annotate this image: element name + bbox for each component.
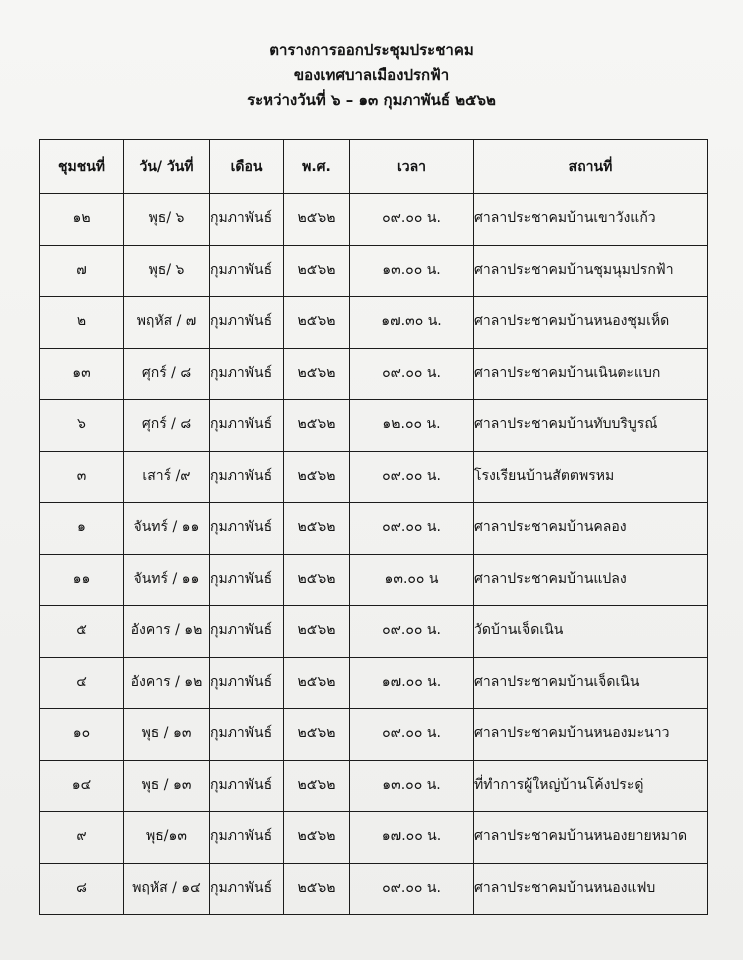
cell-month: กุมภาพันธ์ [210, 812, 284, 864]
cell-place: ศาลาประชาคมบ้านเจ็ดเนิน [474, 657, 708, 709]
table-row [40, 245, 708, 297]
header-community: ชุมชนที่ [40, 140, 124, 194]
cell-community: ๑๓ [40, 348, 124, 400]
header-year: พ.ศ. [284, 140, 350, 194]
cell-month: กุมภาพันธ์ [210, 760, 284, 812]
cell-time: ๑๗.๓๐ น. [350, 297, 474, 349]
table-row [40, 400, 708, 452]
cell-day-date: พฤหัส / ๑๔ [124, 863, 210, 915]
cell-time: ๑๒.๐๐ น. [350, 400, 474, 452]
table-row [40, 812, 708, 864]
cell-community: ๖ [40, 400, 124, 452]
header-place: สถานที่ [474, 140, 708, 194]
cell-time: ๐๙.๐๐ น. [350, 348, 474, 400]
cell-community: ๘ [40, 863, 124, 915]
cell-place: ศาลาประชาคมบ้านชุมนุมปรกฟ้า [474, 245, 708, 297]
table-row [40, 554, 708, 606]
cell-place: ศาลาประชาคมบ้านเขาวังแก้ว [474, 194, 708, 246]
cell-month: กุมภาพันธ์ [210, 657, 284, 709]
cell-community: ๑๐ [40, 709, 124, 761]
cell-day-date: ศุกร์ / ๘ [124, 400, 210, 452]
cell-month: กุมภาพันธ์ [210, 400, 284, 452]
cell-day-date: จันทร์ / ๑๑ [124, 503, 210, 555]
cell-place: ศาลาประชาคมบ้านหนองแฟบ [474, 863, 708, 915]
cell-place: ศาลาประชาคมบ้านแปลง [474, 554, 708, 606]
cell-year: ๒๕๖๒ [284, 451, 350, 503]
cell-time: ๑๗.๐๐ น. [350, 812, 474, 864]
cell-place: ศาลาประชาคมบ้านหนองยายหมาด [474, 812, 708, 864]
header-time: เวลา [350, 140, 474, 194]
cell-month: กุมภาพันธ์ [210, 606, 284, 658]
cell-community: ๗ [40, 245, 124, 297]
cell-time: ๑๓.๐๐ น. [350, 760, 474, 812]
cell-day-date: อังคาร / ๑๒ [124, 657, 210, 709]
cell-day-date: ศุกร์ / ๘ [124, 348, 210, 400]
cell-place: ที่ทำการผู้ใหญ่บ้านโค้งประดู่ [474, 760, 708, 812]
cell-day-date: พุธ / ๑๓ [124, 760, 210, 812]
cell-year: ๒๕๖๒ [284, 245, 350, 297]
title-line-1: ตารางการออกประชุมประชาคม [269, 41, 474, 59]
cell-year: ๒๕๖๒ [284, 760, 350, 812]
cell-day-date: พฤหัส / ๗ [124, 297, 210, 349]
table-row [40, 194, 708, 246]
table-row [40, 606, 708, 658]
cell-place: ศาลาประชาคมบ้านคลอง [474, 503, 708, 555]
table-row [40, 451, 708, 503]
cell-place: โรงเรียนบ้านสัตตพรหม [474, 451, 708, 503]
cell-month: กุมภาพันธ์ [210, 451, 284, 503]
cell-day-date: พุธ/ ๖ [124, 245, 210, 297]
cell-community: ๓ [40, 451, 124, 503]
table-row [40, 709, 708, 761]
cell-year: ๒๕๖๒ [284, 348, 350, 400]
cell-place: วัดบ้านเจ็ดเนิน [474, 606, 708, 658]
cell-day-date: พุธ/ ๖ [124, 194, 210, 246]
cell-community: ๑ [40, 503, 124, 555]
cell-community: ๙ [40, 812, 124, 864]
cell-month: กุมภาพันธ์ [210, 554, 284, 606]
cell-month: กุมภาพันธ์ [210, 709, 284, 761]
cell-year: ๒๕๖๒ [284, 503, 350, 555]
cell-community: ๑๒ [40, 194, 124, 246]
cell-year: ๒๕๖๒ [284, 812, 350, 864]
document-title [0, 38, 743, 113]
cell-day-date: อังคาร / ๑๒ [124, 606, 210, 658]
cell-day-date: พุธ/๑๓ [124, 812, 210, 864]
cell-community: ๑๑ [40, 554, 124, 606]
cell-time: ๑๗.๐๐ น. [350, 657, 474, 709]
table-row [40, 503, 708, 555]
header-month: เดือน [210, 140, 284, 194]
table-row [40, 348, 708, 400]
cell-year: ๒๕๖๒ [284, 194, 350, 246]
cell-month: กุมภาพันธ์ [210, 297, 284, 349]
cell-year: ๒๕๖๒ [284, 554, 350, 606]
cell-community: ๕ [40, 606, 124, 658]
cell-time: ๐๙.๐๐ น. [350, 709, 474, 761]
cell-year: ๒๕๖๒ [284, 709, 350, 761]
cell-community: ๔ [40, 657, 124, 709]
cell-month: กุมภาพันธ์ [210, 863, 284, 915]
table-body [40, 194, 708, 915]
cell-day-date: เสาร์ /๙ [124, 451, 210, 503]
cell-place: ศาลาประชาคมบ้านหนองมะนาว [474, 709, 708, 761]
table-row [40, 657, 708, 709]
cell-time: ๑๓.๐๐ น. [350, 245, 474, 297]
table-row [40, 863, 708, 915]
cell-month: กุมภาพันธ์ [210, 245, 284, 297]
table-row [40, 760, 708, 812]
cell-month: กุมภาพันธ์ [210, 194, 284, 246]
cell-time: ๑๓.๐๐ น [350, 554, 474, 606]
title-line-3: ระหว่างวันที่ ๖ – ๑๓ กุมภาพันธ์ ๒๕๖๒ [247, 91, 496, 109]
cell-time: ๐๙.๐๐ น. [350, 451, 474, 503]
cell-community: ๑๔ [40, 760, 124, 812]
cell-year: ๒๕๖๒ [284, 657, 350, 709]
cell-day-date: พุธ / ๑๓ [124, 709, 210, 761]
cell-year: ๒๕๖๒ [284, 297, 350, 349]
cell-community: ๒ [40, 297, 124, 349]
cell-month: กุมภาพันธ์ [210, 348, 284, 400]
cell-place: ศาลาประชาคมบ้านทับบริบูรณ์ [474, 400, 708, 452]
cell-day-date: จันทร์ / ๑๑ [124, 554, 210, 606]
cell-time: ๐๙.๐๐ น. [350, 863, 474, 915]
cell-year: ๒๕๖๒ [284, 606, 350, 658]
cell-year: ๒๕๖๒ [284, 863, 350, 915]
cell-place: ศาลาประชาคมบ้านเนินตะแบก [474, 348, 708, 400]
header-day-date: วัน/ วันที่ [124, 140, 210, 194]
cell-time: ๐๙.๐๐ น. [350, 606, 474, 658]
table-row [40, 297, 708, 349]
schedule-table [39, 139, 708, 915]
cell-year: ๒๕๖๒ [284, 400, 350, 452]
cell-time: ๐๙.๐๐ น. [350, 503, 474, 555]
cell-time: ๐๙.๐๐ น. [350, 194, 474, 246]
cell-place: ศาลาประชาคมบ้านหนองชุมเห็ด [474, 297, 708, 349]
cell-month: กุมภาพันธ์ [210, 503, 284, 555]
title-line-2: ของเทศบาลเมืองปรกฟ้า [293, 66, 450, 84]
table-header-row [40, 140, 708, 194]
